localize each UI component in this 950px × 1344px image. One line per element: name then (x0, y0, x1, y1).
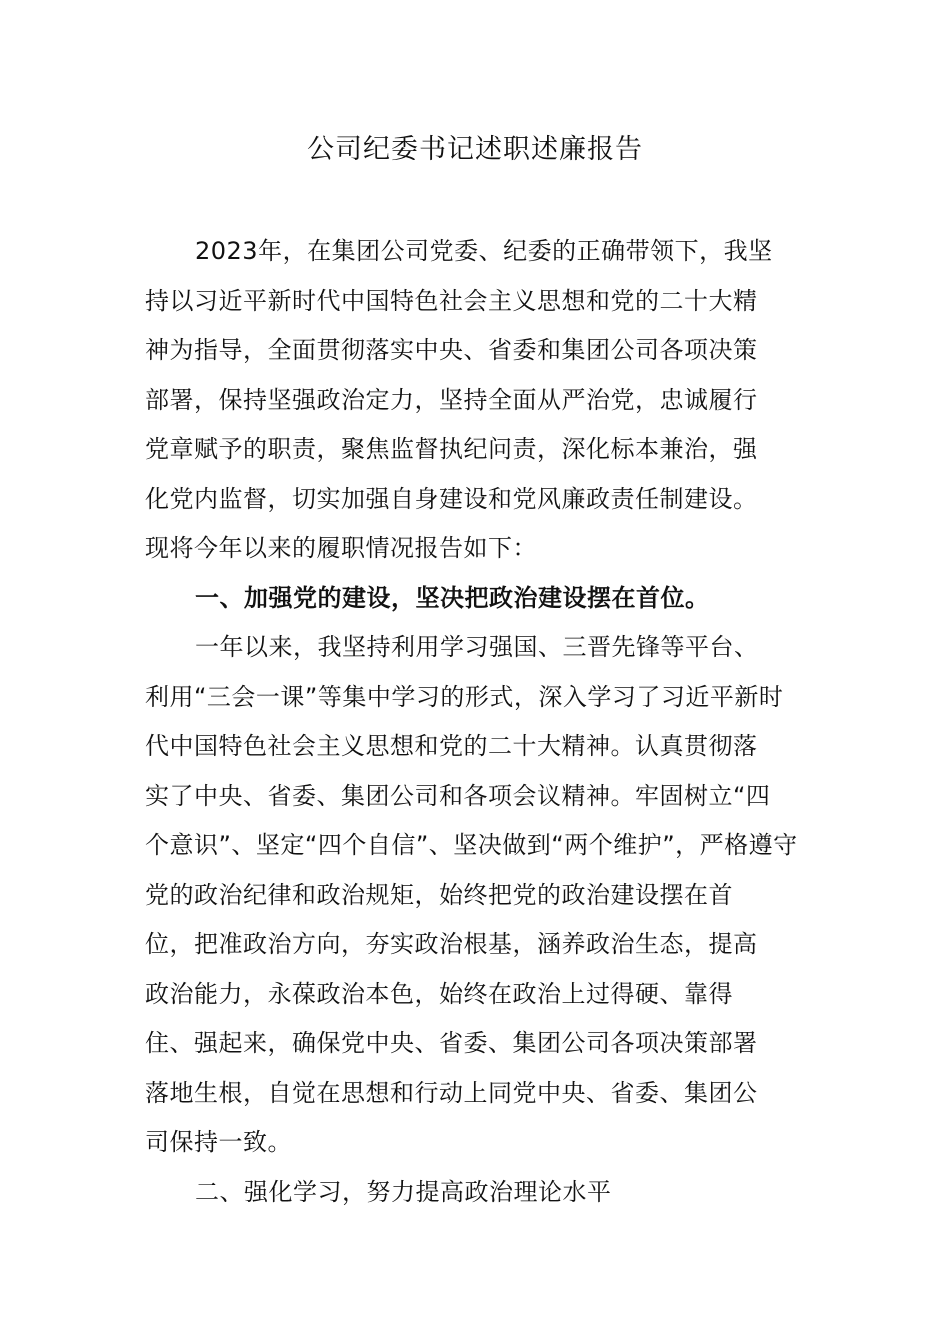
section-1-line: 利用“三会一课”等集中学习的形式，深入学习了习近平新时 (145, 682, 784, 711)
section-1-line: 党的政治纪律和政治规矩，始终把党的政治建设摆在首 (145, 880, 733, 909)
intro-line: 持以习近平新时代中国特色社会主义思想和党的二十大精 (145, 286, 758, 315)
section-1-line: 个意识”、坚定“四个自信”、坚决做到“两个维护”，严格遵守 (145, 831, 798, 859)
intro-line: 神为指导，全面贯彻落实中央、省委和集团公司各项决策 (145, 336, 758, 364)
section-1-line: 代中国特色社会主义思想和党的二十大精神。认真贯彻落 (145, 732, 758, 760)
section-1-line: 司保持一致。 (145, 1128, 292, 1156)
section-1-line: 位，把准政治方向，夯实政治根基，涵养政治生态，提高 (145, 930, 758, 958)
intro-paragraph (145, 227, 805, 574)
section-1-line: 住、强起来，确保党中央、省委、集团公司各项决策部署 (145, 1029, 758, 1057)
intro-line: 党章赋予的职责，聚焦监督执纪问责，深化标本兼治，强 (145, 435, 758, 463)
section-1-line: 政治能力，永葆政治本色，始终在政治上过得硬、靠得 (145, 979, 733, 1008)
section-1-line: 实了中央、省委、集团公司和各项会议精神。牢固树立“四 (145, 781, 771, 810)
section-1-line: 一年以来，我坚持利用学习强国、三晋先锋等平台、 (195, 633, 759, 661)
section-1-heading: 一、加强党的建设，坚决把政治建设摆在首位。 (195, 583, 710, 612)
intro-line: 现将今年以来的履职情况报告如下： (145, 534, 537, 562)
page-title: 公司纪委书记述职述廉报告 (307, 134, 643, 165)
intro-line: 部署，保持坚强政治定力，坚持全面从严治党，忠诚履行 (145, 385, 758, 414)
intro-line: 化党内监督，切实加强自身建设和党风廉政责任制建设。 (145, 484, 758, 513)
section-1-line: 落地生根，自觉在思想和行动上同党中央、省委、集团公 (145, 1078, 758, 1107)
report-body (145, 227, 805, 1217)
section-1-paragraph (145, 623, 805, 1168)
section-2-heading: 二、强化学习，努力提高政治理论水平 (195, 1177, 612, 1206)
intro-line: 2023年，在集团公司党委、纪委的正确带领下，我坚 (195, 237, 773, 265)
